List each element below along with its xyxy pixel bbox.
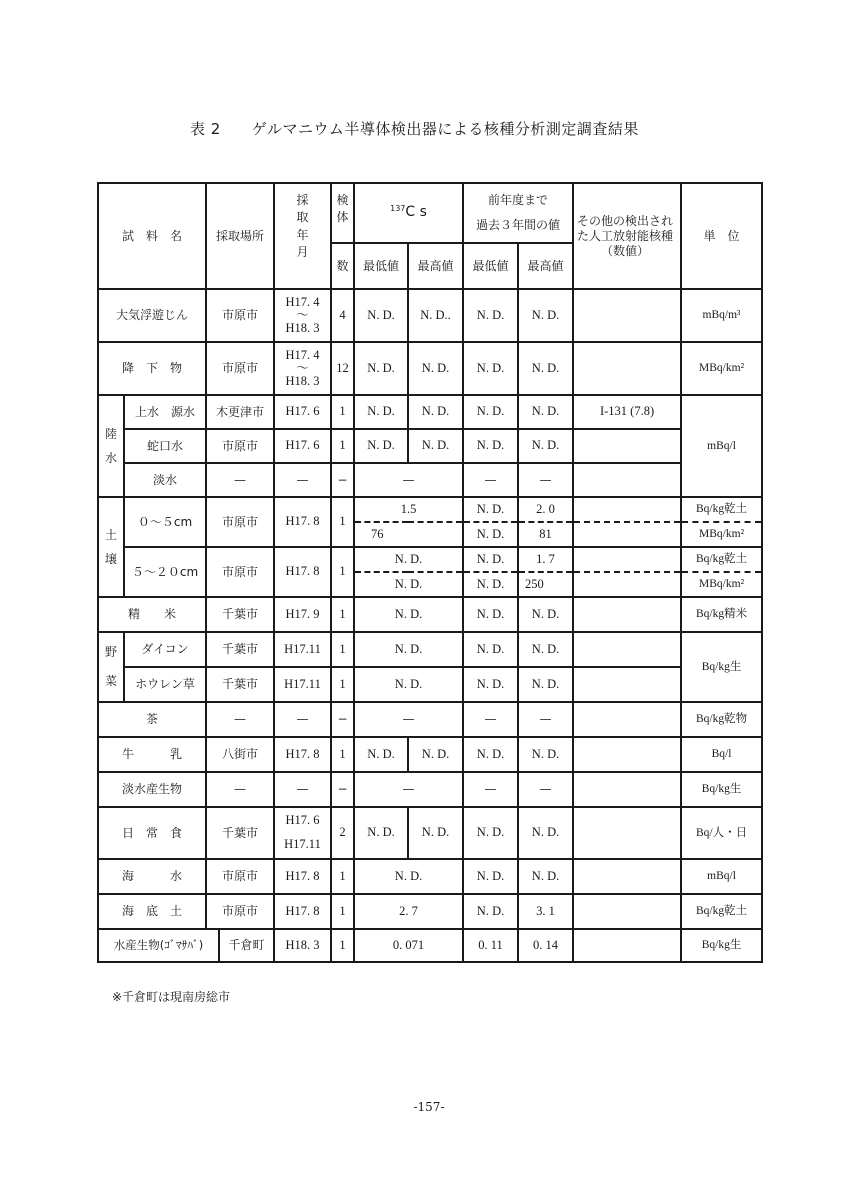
unit: Bq/kg生 — [681, 632, 762, 702]
cs-min: N. D. — [354, 807, 408, 859]
count: − — [331, 702, 354, 737]
table-row-fresh-water — [98, 463, 762, 497]
date: H17. 6 — [274, 395, 331, 429]
table-row-seawater — [98, 859, 762, 894]
unit: mBq/l — [681, 859, 762, 894]
table-row-seabed-soil — [98, 894, 762, 929]
count: 1 — [331, 597, 354, 632]
group-label-land-water: 陸 水 — [98, 395, 124, 497]
sample-name: 大気浮遊じん — [98, 289, 206, 342]
prev-min: — — [463, 463, 518, 497]
other-nuclides — [573, 807, 681, 859]
sample-name: 上水 源水 — [124, 395, 206, 429]
prev-max: 2. 0 — [518, 497, 573, 522]
group-label-vegetables: 野 菜 — [98, 632, 124, 702]
unit: Bq/l — [681, 737, 762, 772]
cs: 0. 071 — [354, 929, 463, 962]
cs-max: N. D. — [408, 429, 463, 463]
table-row-spinach — [98, 667, 762, 702]
other-nuclides — [573, 894, 681, 929]
header-date — [274, 183, 331, 289]
count: 1 — [331, 632, 354, 667]
header-prev-max: 最高値 — [518, 243, 573, 289]
table-row-soil-5-20-a — [98, 547, 762, 572]
unit: Bq/kg乾物 — [681, 702, 762, 737]
prev-min: N. D. — [463, 667, 518, 702]
prev-min: N. D. — [463, 522, 518, 547]
header-location: 採取場所 — [206, 183, 274, 289]
group-label-soil: 土 壌 — [98, 497, 124, 597]
cs: N. D. — [354, 632, 463, 667]
sample-name: ５～２０cm — [124, 547, 206, 597]
header-date-text: 採 取 年 月 — [296, 193, 309, 260]
prev-min: — — [463, 702, 518, 737]
sample-name: 海 水 — [98, 859, 206, 894]
cs-min: N. D. — [354, 289, 408, 342]
location: 千葉市 — [206, 807, 274, 859]
location: 千葉市 — [206, 597, 274, 632]
location: 千葉市 — [206, 667, 274, 702]
sample-name: 牛 乳 — [98, 737, 206, 772]
prev-max: N. D. — [518, 342, 573, 395]
table-row-air-dust — [98, 289, 762, 342]
location: 市原市 — [206, 497, 274, 547]
date: H17. 8 — [274, 547, 331, 597]
prev-max: — — [518, 702, 573, 737]
other-nuclides: I-131 (7.8) — [573, 395, 681, 429]
other-nuclides — [573, 463, 681, 497]
count: 1 — [331, 547, 354, 597]
prev-min: N. D. — [463, 547, 518, 572]
nuclide-analysis-table — [97, 182, 763, 963]
header-cs137-mass: 137 — [390, 204, 406, 214]
count: 1 — [331, 429, 354, 463]
prev-max: N. D. — [518, 289, 573, 342]
location: — — [206, 463, 274, 497]
count: 1 — [331, 929, 354, 962]
sample-name: 降 下 物 — [98, 342, 206, 395]
location: 市原市 — [206, 547, 274, 597]
location: — — [206, 702, 274, 737]
cs-max: N. D. — [408, 807, 463, 859]
location: 市原市 — [206, 894, 274, 929]
date: H17. 8 — [274, 497, 331, 547]
other-nuclides — [573, 929, 681, 962]
date: H17. 6 H17.11 — [274, 807, 331, 859]
date: H17. 6 — [274, 429, 331, 463]
table-title: 表 2 ゲルマニウム半導体検出器による核種分析測定調査結果 — [190, 120, 639, 138]
unit: MBq/km² — [681, 572, 762, 597]
cs-max: N. D. — [408, 342, 463, 395]
count: 1 — [331, 737, 354, 772]
location: 市原市 — [206, 342, 274, 395]
cs: — — [354, 463, 463, 497]
prev-max: N. D. — [518, 667, 573, 702]
table-row-tap-source-water — [98, 395, 762, 429]
date: H17.11 — [274, 667, 331, 702]
count: 2 — [331, 807, 354, 859]
unit: Bq/kg生 — [681, 772, 762, 807]
date: H17. 8 — [274, 894, 331, 929]
count: 1 — [331, 497, 354, 547]
cs: N. D. — [354, 597, 463, 632]
prev-min: N. D. — [463, 497, 518, 522]
cs-max: N. D. — [408, 395, 463, 429]
sample-name: 海 底 土 — [98, 894, 206, 929]
unit: MBq/km² — [681, 342, 762, 395]
table-row-soil-0-5-a — [98, 497, 762, 522]
date: — — [274, 772, 331, 807]
prev-min: N. D. — [463, 859, 518, 894]
table-row-fallout — [98, 342, 762, 395]
other-nuclides — [573, 547, 681, 572]
unit: Bq/kg生 — [681, 929, 762, 962]
prev-max: 1. 7 — [518, 547, 573, 572]
date: H17.11 — [274, 632, 331, 667]
cs: N. D. — [354, 547, 463, 572]
location: 木更津市 — [206, 395, 274, 429]
cs-max: N. D. — [408, 737, 463, 772]
cs-max: N. D.. — [408, 289, 463, 342]
count: 1 — [331, 667, 354, 702]
count: 4 — [331, 289, 354, 342]
header-cs-max: 最高値 — [408, 243, 463, 289]
count: − — [331, 772, 354, 807]
unit: Bq/kg乾土 — [681, 497, 762, 522]
date: — — [274, 463, 331, 497]
sample-name: 蛇口水 — [124, 429, 206, 463]
header-cs137 — [354, 183, 463, 243]
cs-min: N. D. — [354, 342, 408, 395]
location: 千葉市 — [206, 632, 274, 667]
prev-min: N. D. — [463, 289, 518, 342]
prev-max: 3. 1 — [518, 894, 573, 929]
prev-max: N. D. — [518, 859, 573, 894]
sample-name: 淡水産生物 — [98, 772, 206, 807]
unit: MBq/km² — [681, 522, 762, 547]
header-count-bottom: 数 — [331, 243, 354, 289]
header-prev-min: 最低値 — [463, 243, 518, 289]
table-row-freshwater-organisms — [98, 772, 762, 807]
header-cs137-label: C s — [405, 204, 427, 221]
date: H17. 8 — [274, 737, 331, 772]
other-nuclides — [573, 632, 681, 667]
table-row-daikon — [98, 632, 762, 667]
unit: Bq/人・日 — [681, 807, 762, 859]
location: 八街市 — [206, 737, 274, 772]
table-row-rice — [98, 597, 762, 632]
sample-name: 淡水 — [124, 463, 206, 497]
prev-min: — — [463, 772, 518, 807]
location: — — [206, 772, 274, 807]
header-prev-years: 前年度まで 過去３年間の値 — [463, 183, 573, 243]
count: 1 — [331, 859, 354, 894]
header-other-nuclides: その他の検出された人工放射能核種（数値） — [573, 183, 681, 289]
prev-min: N. D. — [463, 597, 518, 632]
prev-min: N. D. — [463, 737, 518, 772]
sample-name: 茶 — [98, 702, 206, 737]
cs: 2. 7 — [354, 894, 463, 929]
footnote: ※千倉町は現南房総市 — [112, 990, 231, 1004]
other-nuclides — [573, 737, 681, 772]
sample-name: ホウレン草 — [124, 667, 206, 702]
unit: Bq/kg乾土 — [681, 547, 762, 572]
prev-max: N. D. — [518, 429, 573, 463]
cs: — — [354, 772, 463, 807]
count: 12 — [331, 342, 354, 395]
prev-max: — — [518, 772, 573, 807]
other-nuclides — [573, 289, 681, 342]
date: H17. 4 ～ H18. 3 — [274, 289, 331, 342]
other-nuclides — [573, 597, 681, 632]
other-nuclides — [573, 342, 681, 395]
prev-max: N. D. — [518, 807, 573, 859]
header-unit: 単 位 — [681, 183, 762, 289]
date: H17. 8 — [274, 859, 331, 894]
prev-min: N. D. — [463, 429, 518, 463]
date: H18. 3 — [274, 929, 331, 962]
prev-min: N. D. — [463, 807, 518, 859]
count: − — [331, 463, 354, 497]
location: 千倉町 — [228, 938, 265, 952]
cs-min: N. D. — [354, 395, 408, 429]
sample-name: 日 常 食 — [98, 807, 206, 859]
sample-name: 水産生物(ｺﾞﾏｻﾊﾞ) — [99, 930, 220, 961]
date: H17. 9 — [274, 597, 331, 632]
cs: N. D. — [354, 859, 463, 894]
other-nuclides — [573, 667, 681, 702]
unit: mBq/m³ — [681, 289, 762, 342]
count: 1 — [331, 395, 354, 429]
header-count-top: 検 体 — [331, 183, 354, 243]
other-nuclides — [573, 497, 681, 522]
table-row-milk — [98, 737, 762, 772]
page-number: -157- — [413, 1100, 445, 1114]
cs-min: N. D. — [354, 737, 408, 772]
sample-name: 精 米 — [98, 597, 206, 632]
unit: Bq/kg精米 — [681, 597, 762, 632]
cs-min: N. D. — [354, 429, 408, 463]
cs: 76 — [354, 522, 463, 547]
prev-max: 0. 14 — [518, 929, 573, 962]
prev-max: — — [518, 463, 573, 497]
location: 市原市 — [206, 289, 274, 342]
other-nuclides — [573, 702, 681, 737]
unit: mBq/l — [681, 395, 762, 497]
other-nuclides — [573, 772, 681, 807]
count: 1 — [331, 894, 354, 929]
date: H17. 4 ～ H18. 3 — [274, 342, 331, 395]
cs: — — [354, 702, 463, 737]
header-cs-min: 最低値 — [354, 243, 408, 289]
prev-max: 81 — [518, 522, 573, 547]
prev-min: N. D. — [463, 632, 518, 667]
table-row-tea — [98, 702, 762, 737]
sample-name: ダイコン — [124, 632, 206, 667]
prev-max: N. D. — [518, 395, 573, 429]
prev-min: N. D. — [463, 572, 518, 597]
location: 市原市 — [206, 429, 274, 463]
name-location-cell — [98, 929, 274, 962]
other-nuclides — [573, 572, 681, 597]
table-row-marine-organisms — [98, 929, 762, 962]
unit: Bq/kg乾土 — [681, 894, 762, 929]
prev-max: N. D. — [518, 597, 573, 632]
prev-max: 250 — [518, 572, 573, 597]
cs: N. D. — [354, 667, 463, 702]
date: — — [274, 702, 331, 737]
header-row-1 — [98, 183, 762, 243]
other-nuclides — [573, 522, 681, 547]
cs: N. D. — [354, 572, 463, 597]
table-row-tap-water — [98, 429, 762, 463]
prev-max: N. D. — [518, 632, 573, 667]
prev-max: N. D. — [518, 737, 573, 772]
prev-min: N. D. — [463, 894, 518, 929]
table-row-daily-diet — [98, 807, 762, 859]
prev-min: N. D. — [463, 395, 518, 429]
location: 市原市 — [206, 859, 274, 894]
sample-name: ０～５cm — [124, 497, 206, 547]
header-sample-name: 試 料 名 — [98, 183, 206, 289]
prev-min: N. D. — [463, 342, 518, 395]
other-nuclides — [573, 429, 681, 463]
prev-min: 0. 11 — [463, 929, 518, 962]
other-nuclides — [573, 859, 681, 894]
cs: 1.5 — [354, 497, 463, 522]
